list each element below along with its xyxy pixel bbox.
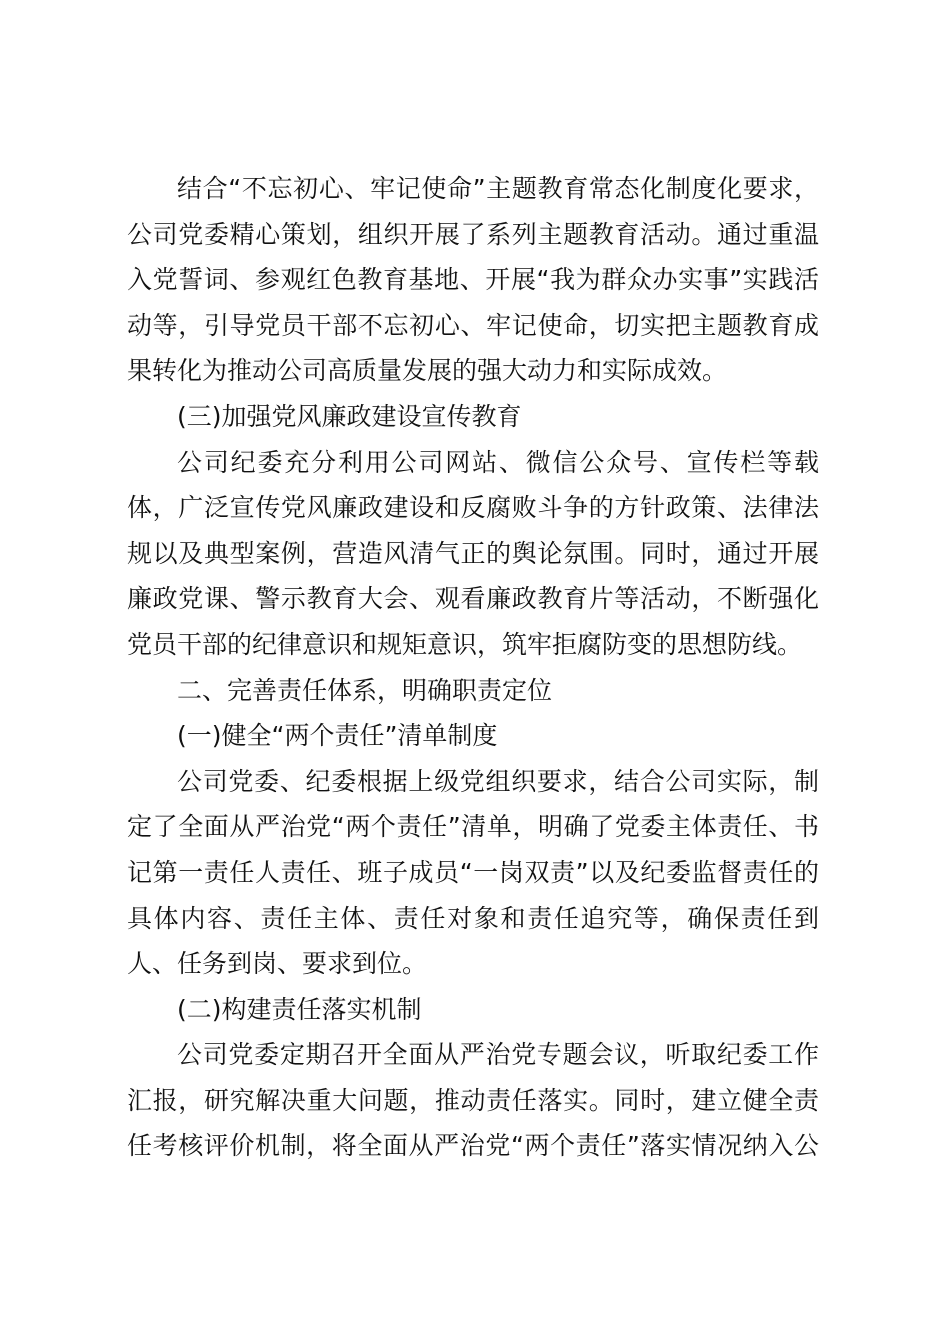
section-heading: (三)加强党风廉政建设宣传教育 <box>177 401 522 431</box>
paragraph-line: 任考核评价机制，将全面从严治党“两个责任”落实情况纳入公 <box>127 1131 819 1161</box>
paragraph-line: 公司党委精心策划，组织开展了系列主题教育活动。通过重温 <box>127 219 819 249</box>
paragraph-line: 公司纪委充分利用公司网站、微信公众号、宣传栏等载 <box>177 447 819 477</box>
paragraph-line: 记第一责任人责任、班子成员“一岗双责”以及纪委监督责任的 <box>127 857 819 887</box>
chapter-heading: 二、完善责任体系，明确职责定位 <box>177 675 553 705</box>
paragraph-line: 廉政党课、警示教育大会、观看廉政教育片等活动，不断强化 <box>127 584 819 614</box>
paragraph-line: 定了全面从严治党“两个责任”清单，明确了党委主体责任、书 <box>127 812 819 842</box>
section-heading: (一)健全“两个责任”清单制度 <box>177 721 498 751</box>
paragraph-line: 规以及典型案例，营造风清气正的舆论氛围。同时，通过开展 <box>127 538 819 568</box>
document-body <box>127 166 819 1169</box>
paragraph-line: 人、任务到岗、要求到位。 <box>127 949 428 979</box>
paragraph-line: 公司党委定期召开全面从严治党专题会议，听取纪委工作 <box>177 1040 819 1070</box>
paragraph-line: 体，广泛宣传党风廉政建设和反腐败斗争的方针政策、法律法 <box>127 493 819 523</box>
paragraph-line: 入党誓词、参观红色教育基地、开展“我为群众办实事”实践活 <box>127 265 819 295</box>
paragraph-line: 党员干部的纪律意识和规矩意识，筑牢拒腐防变的思想防线。 <box>127 629 803 659</box>
paragraph-line: 具体内容、责任主体、责任对象和责任追究等，确保责任到 <box>127 903 819 933</box>
paragraph-line: 公司党委、纪委根据上级党组织要求，结合公司实际，制 <box>177 766 819 796</box>
section-heading: (二)构建责任落实机制 <box>177 994 422 1024</box>
paragraph-line: 汇报，研究解决重大问题，推动责任落实。同时，建立健全责 <box>127 1085 819 1115</box>
paragraph-line: 结合“不忘初心、牢记使命”主题教育常态化制度化要求， <box>177 174 819 203</box>
paragraph-line: 果转化为推动公司高质量发展的强大动力和实际成效。 <box>127 356 728 386</box>
paragraph-line: 动等，引导党员干部不忘初心、牢记使命，切实把主题教育成 <box>127 310 819 340</box>
